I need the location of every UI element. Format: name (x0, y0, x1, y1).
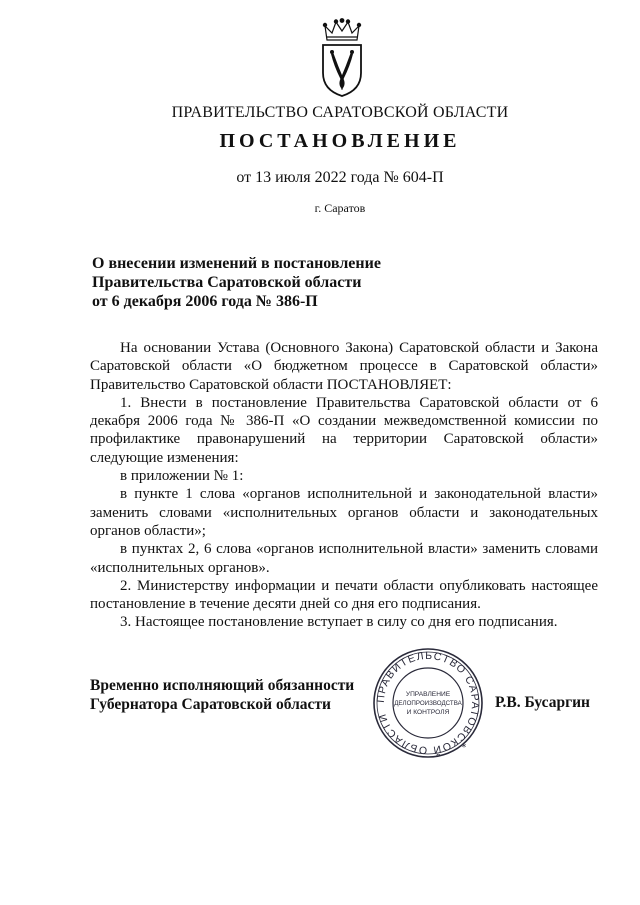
subject-line: Правительства Саратовской области (92, 274, 362, 291)
stamp-inner-line: ДЕЛОПРОИЗВОДСТВА (394, 700, 462, 707)
stamp-outer-text: ПРАВИТЕЛЬСТВО САРАТОВСКОЙ ОБЛАСТИ (374, 649, 482, 757)
body-paragraph: в пункте 1 слова «органов исполнительной и законодательной власти» заменить словами «исполнительных органов области и законодательных органов области»; (90, 486, 598, 539)
body-paragraph: в приложении № 1: (120, 468, 244, 485)
body-paragraph: На основании Устава (Основного Закона) Саратовской области и Закона Саратовской области «О бюджетном процессе в Саратовской области» Правительство Саратовской области ПОСТАНОВЛЯЕТ: (90, 340, 598, 393)
body-paragraph: в пунктах 2, 6 слова «органов исполнительной власти» заменить словами «исполнительных органов». (90, 541, 598, 576)
svg-text:*: * (461, 743, 467, 753)
document-body (90, 339, 598, 632)
signatory-position-line: Губернатора Саратовской области (90, 696, 331, 713)
document-type: ПОСТАНОВЛЕНИЕ (219, 130, 461, 152)
stamp-inner-line: УПРАВЛЕНИЕ (405, 691, 451, 698)
signatory-name: Р.В. Бусаргин (495, 694, 590, 711)
signatory-position-line: Временно исполняющий обязанности (90, 677, 355, 694)
document-city: г. Саратов (314, 201, 366, 215)
body-paragraph: 1. Внести в постановление Правительства Саратовской области от 6 декабря 2006 года № 386-П «О создании межведомственной комиссии по профилактике правонарушений на территории Саратовской области» следующие изменения: (90, 394, 598, 466)
signatory-position (90, 676, 370, 714)
body-paragraph: 2. Министерству информации и печати области опубликовать настоящее постановление в течение десяти дней со дня его подписания. (90, 577, 598, 613)
document-subject (92, 254, 422, 311)
subject-line: от 6 декабря 2006 года № 386-П (92, 293, 318, 310)
subject-line: О внесении изменений в постановление (92, 255, 381, 272)
stamp-inner-line: И КОНТРОЛЯ (406, 709, 450, 716)
saratov-coat-of-arms-icon (319, 18, 365, 98)
official-stamp-icon (372, 647, 484, 759)
body-paragraph: 3. Настоящее постановление вступает в силу со дня его подписания. (120, 614, 558, 631)
government-title: ПРАВИТЕЛЬСТВО САРАТОВСКОЙ ОБЛАСТИ (171, 104, 509, 121)
document-date-number: от 13 июля 2022 года № 604-П (236, 169, 444, 186)
